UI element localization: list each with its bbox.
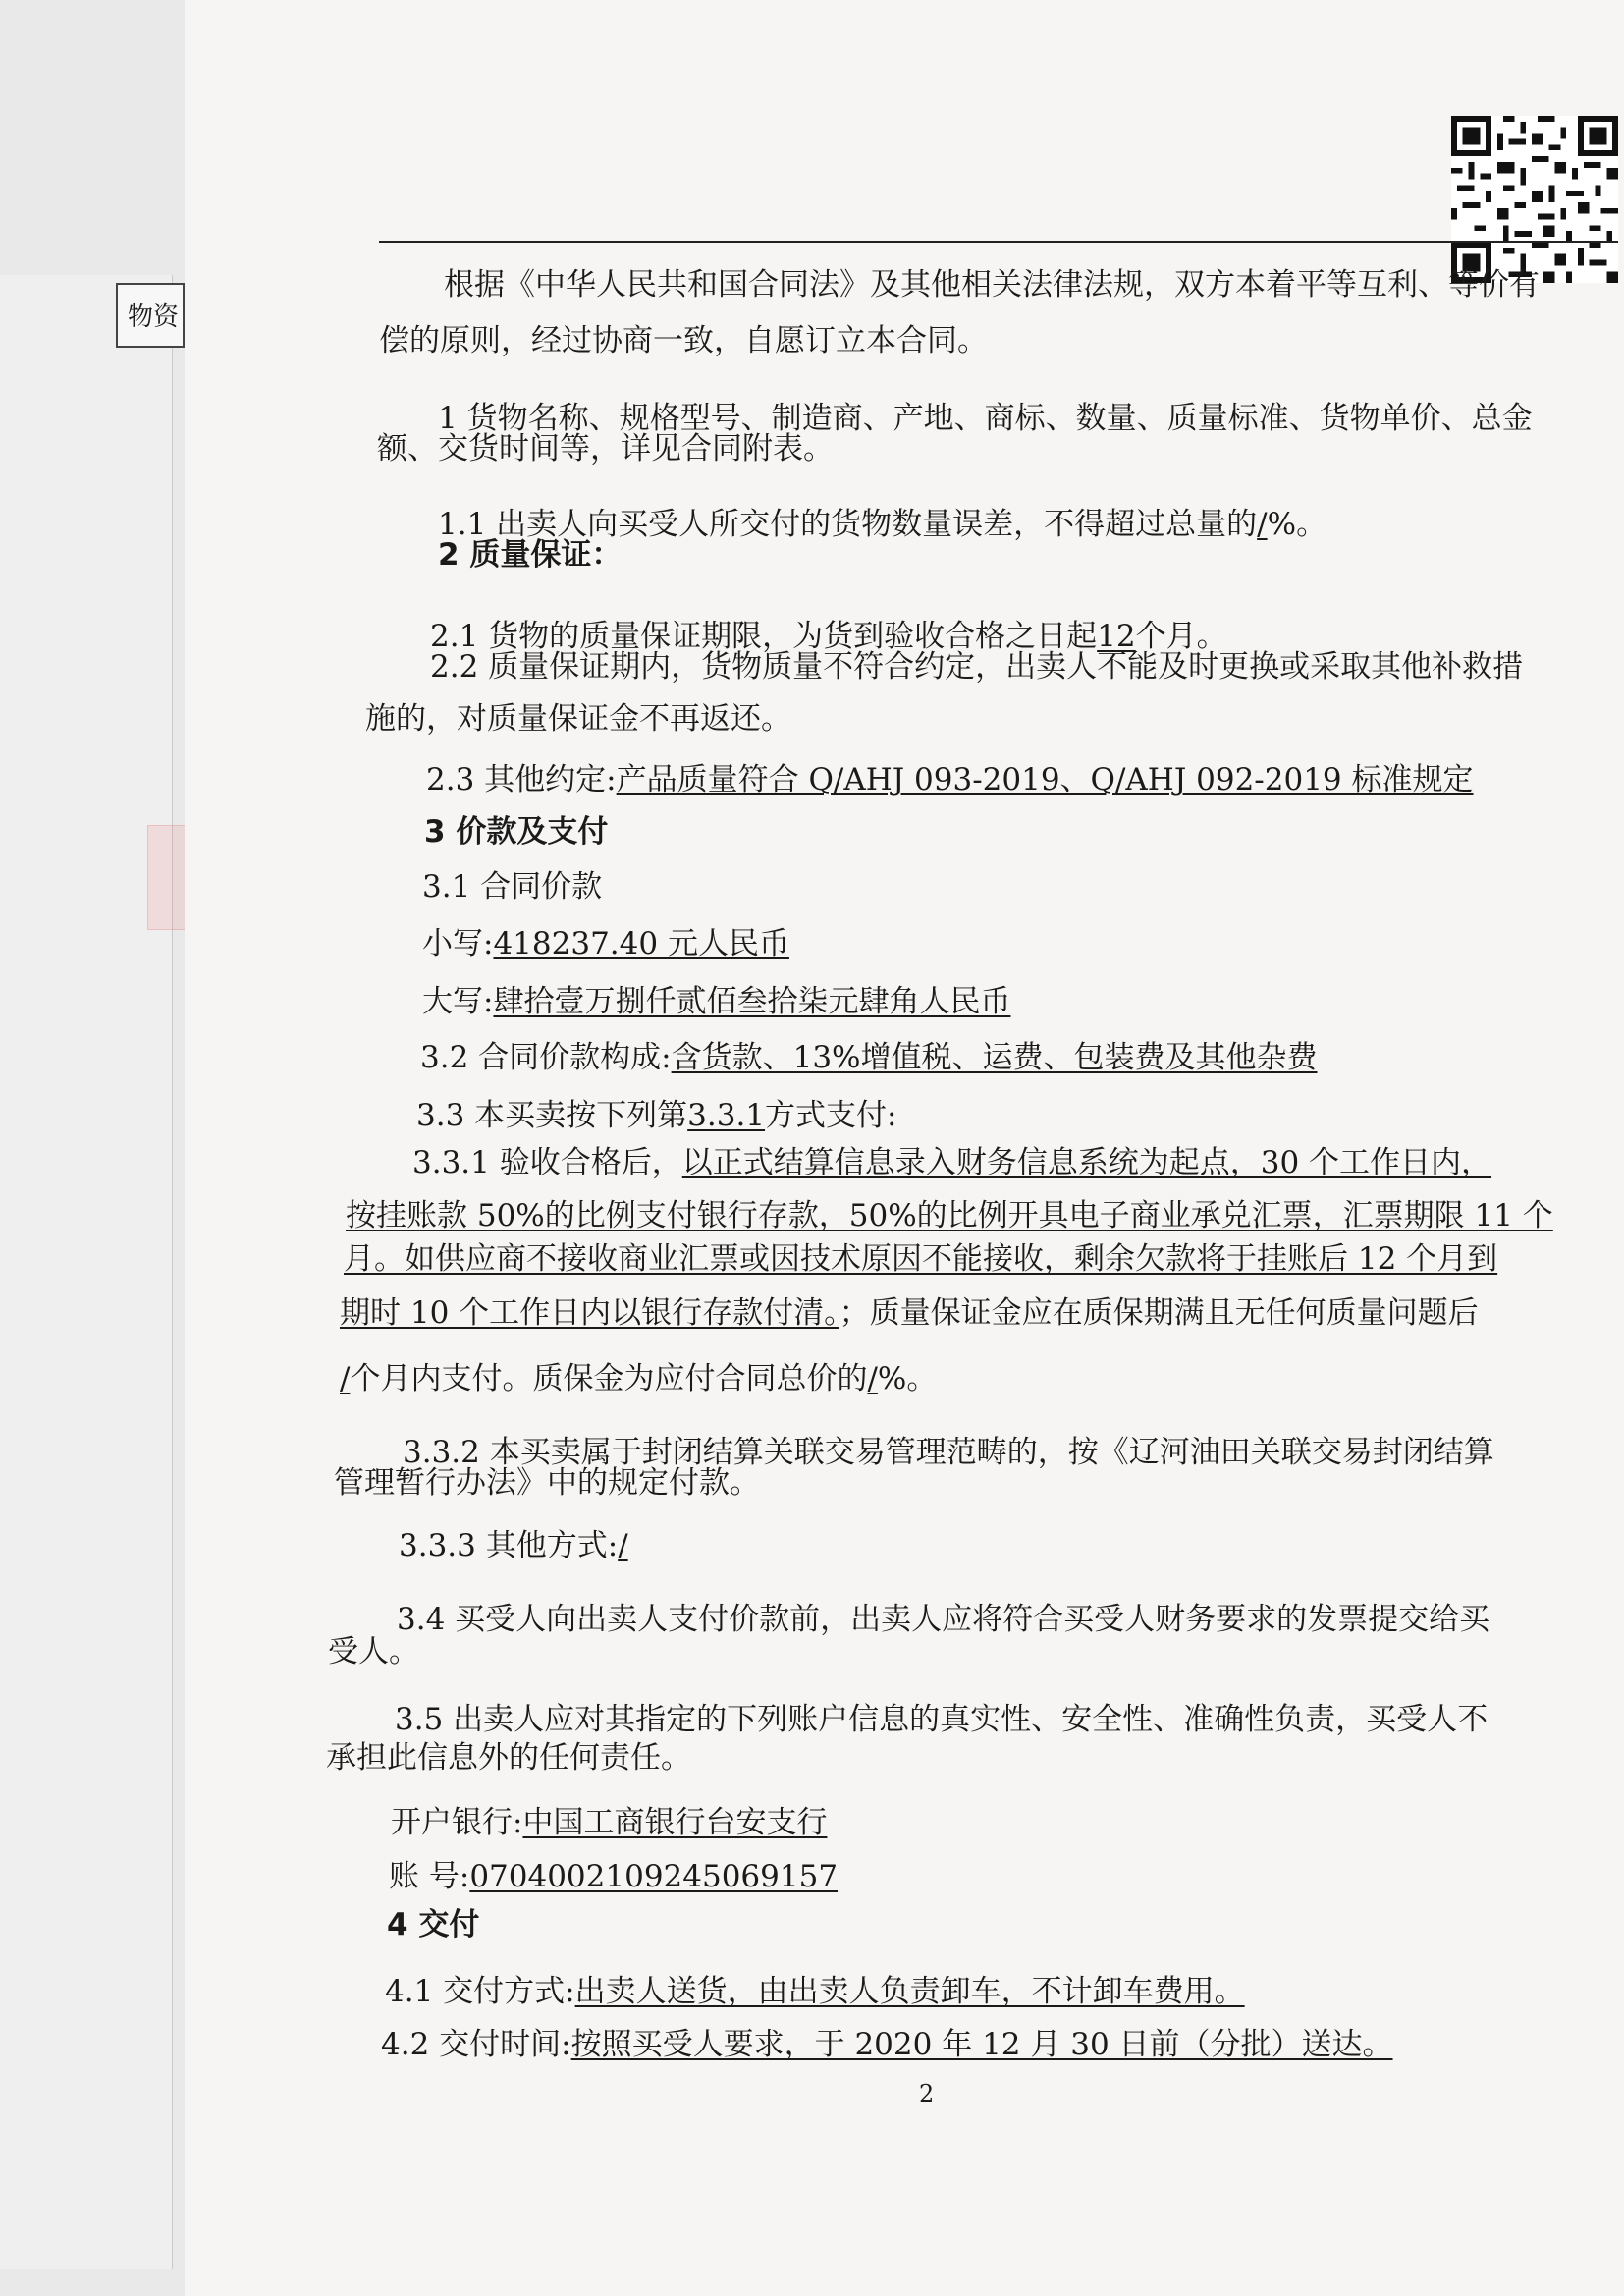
account-value: 0704002109245069157 [469, 1859, 839, 1894]
para-3-3-2-line2: 管理暂行办法》中的规定付款。 [334, 1465, 760, 1501]
para-4-2 [381, 2026, 1393, 2063]
para-2-2-line2: 施的，对质量保证金不再返还。 [365, 701, 791, 737]
warranty-months-value: 12 [1097, 619, 1136, 654]
payment-terms-line5-text: 个月内支付。质保金为应付合同总价的 [350, 1361, 868, 1396]
para-3-3-1-line1 [412, 1144, 1491, 1181]
para-2-3 [426, 761, 1474, 798]
para-3-3-3-label: 3.3.3 其他方式: [399, 1528, 619, 1563]
heading-price-payment: 3 价款及支付 [424, 814, 609, 849]
retention-months-value: / [340, 1361, 351, 1396]
header-rule [379, 241, 1618, 243]
bank-row [391, 1804, 827, 1841]
bank-value: 中国工商银行台安支行 [522, 1805, 828, 1840]
para-2-1-text: 2.1 货物的质量保证期限，为货到验收合格之日起 [430, 619, 1098, 654]
para-1-1-text: 1.1 出卖人向买受人所交付的货物数量误差，不得超过总量的 [438, 507, 1258, 542]
para-1-line2: 额、交货时间等，详见合同附表。 [377, 431, 834, 466]
para-3-3-1-line5 [340, 1360, 937, 1397]
other-agreement-value: 产品质量符合 Q/AHJ 093-2019、Q/AHJ 092-2019 标准规定 [616, 762, 1474, 797]
payment-terms-line4-rest: ；质量保证金应在质保期满且无任何质量问题后 [839, 1295, 1479, 1331]
para-4-2-label: 4.2 交付时间: [381, 2027, 571, 2062]
para-3-3 [416, 1097, 897, 1134]
price-lowercase-value: 418237.40 元人民币 [493, 926, 789, 961]
para-4-1-label: 4.1 交付方式: [385, 1974, 575, 2009]
para-intro-line1: 根据《中华人民共和国合同法》及其他相关法律法规，双方本着平等互利、等价有 [444, 267, 1540, 302]
para-3-5-line2: 承担此信息外的任何责任。 [326, 1740, 691, 1776]
retention-percent-value: / [867, 1361, 878, 1396]
back-sheet [0, 275, 173, 2269]
para-3-3-1-line3 [344, 1240, 1497, 1278]
payment-terms-line4: 期时 10 个工作日内以银行存款付清。 [340, 1295, 839, 1331]
price-uppercase [422, 983, 1010, 1020]
para-3-1: 3.1 合同价款 [422, 869, 603, 904]
price-lowercase [422, 925, 789, 962]
para-2-3-label: 2.3 其他约定: [426, 762, 617, 797]
para-3-5-line1: 3.5 出卖人应对其指定的下列账户信息的真实性、安全性、准确性负责，买受人不 [395, 1702, 1489, 1737]
back-sheet-tab: 物资 [116, 283, 185, 348]
para-3-3-1-line4 [340, 1294, 1479, 1332]
payment-terms-line5-unit: %。 [877, 1361, 938, 1396]
delivery-time-value: 按照买受人要求，于 2020 年 12 月 30 日前（分批）送达。 [570, 2027, 1393, 2062]
para-2-1-unit: 个月。 [1135, 619, 1227, 654]
heading-delivery: 4 交付 [387, 1907, 480, 1942]
para-2-2-line1: 2.2 质量保证期内，货物质量不符合约定，出卖人不能及时更换或采取其他补救措 [430, 649, 1524, 684]
account-label: 账 号: [389, 1859, 470, 1894]
delivery-method-value: 出卖人送货，由出卖人负责卸车，不计卸车费用。 [574, 1974, 1245, 2009]
para-1-1-unit: %。 [1267, 507, 1327, 542]
qr-code-icon [1451, 116, 1618, 283]
other-method-value: / [618, 1528, 628, 1563]
payment-terms-line3: 月。如供应商不接收商业汇票或因技术原因不能接收，剩余欠款将于挂账后 12 个月到 [344, 1241, 1498, 1277]
price-uppercase-label: 大写: [422, 984, 494, 1019]
quantity-tolerance-value: / [1257, 507, 1268, 542]
para-3-4-line1: 3.4 买受人向出卖人支付价款前，出卖人应将符合买受人财务要求的发票提交给买 [397, 1602, 1490, 1637]
payment-method-value: 3.3.1 [687, 1098, 766, 1133]
heading-quality-guarantee: 2 质量保证： [438, 537, 623, 573]
price-uppercase-value: 肆拾壹万捌仟贰佰叁拾柒元肆角人民币 [493, 984, 1011, 1019]
payment-terms-line2: 按挂账款 50%的比例支付银行存款，50%的比例开具电子商业承兑汇票，汇票期限 11 个 [346, 1198, 1553, 1233]
para-3-3-1-line2 [346, 1197, 1553, 1234]
payment-terms-line1: 以正式结算信息录入财务信息系统为起点，30 个工作日内， [681, 1145, 1492, 1180]
para-3-2-label: 3.2 合同价款构成: [420, 1040, 672, 1075]
para-3-3-1-label: 3.3.1 验收合格后， [412, 1145, 682, 1180]
para-1-line1: 1 货物名称、规格型号、制造商、产地、商标、数量、质量标准、货物单价、总金 [438, 401, 1533, 436]
para-3-2 [420, 1039, 1318, 1076]
price-composition-value: 含货款、13%增值税、运费、包装费及其他杂费 [671, 1040, 1318, 1075]
price-lowercase-label: 小写: [422, 926, 494, 961]
account-row [389, 1858, 838, 1895]
bank-label: 开户银行: [391, 1805, 523, 1840]
para-3-3-suffix: 方式支付: [765, 1098, 897, 1133]
para-intro-line2: 偿的原则，经过协商一致，自愿订立本合同。 [379, 323, 988, 358]
para-3-3-text: 3.3 本买卖按下列第 [416, 1098, 688, 1133]
para-4-1 [385, 1973, 1245, 2010]
para-3-3-2-line1: 3.3.2 本买卖属于封闭结算关联交易管理范畴的，按《辽河油田关联交易封闭结算 [403, 1435, 1494, 1470]
para-3-3-3 [399, 1527, 628, 1564]
para-3-4-line2: 受人。 [328, 1634, 419, 1669]
page-number: 2 [919, 2080, 935, 2107]
